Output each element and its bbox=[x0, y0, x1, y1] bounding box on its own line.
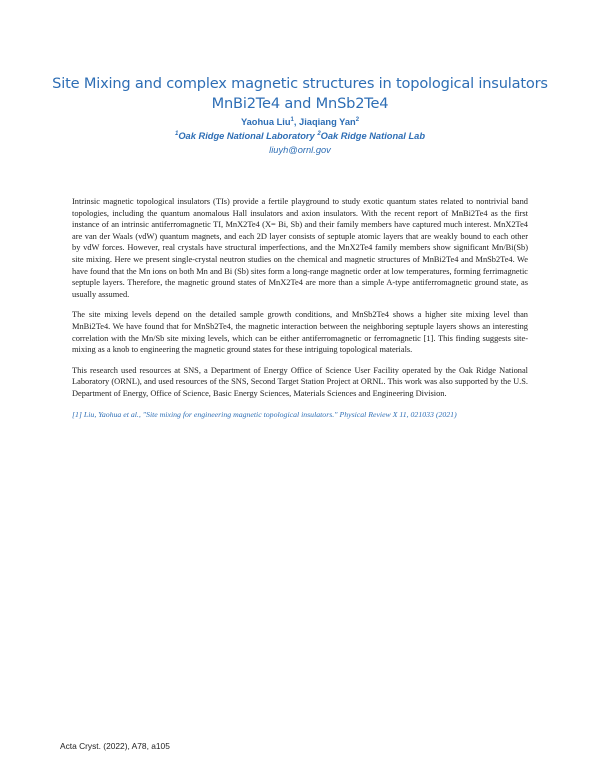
author-name: Jiaqiang Yan bbox=[299, 117, 356, 127]
acknowledgement-paragraph: This research used resources at SNS, a Department of Energy Office of Science User Facility operated by the Oak Ridge National Laboratory (ORNL), and used resources of the SNS, Second Target Station Project at ORNL. This work was also supported by the U.S. Department of Energy, Office of Science, Basic Energy Sciences, Materials Sciences and Engineering Division. bbox=[72, 365, 528, 398]
body-paragraph: Intrinsic magnetic topological insulators (TIs) provide a fertile playground to study exotic quantum states related to nontrivial band topologies, including the quantum anomalous Hall insulators and axion insulators. With the recent report of MnBi2Te4 as the first instance of an intrinsic antiferromagnetic TI, MnX2Te4 (X= Bi, Sb) and their family members have captured much interest. MnX2Te4 are van der Waals (vdW) quantum magnets, and each 2D layer consists of septuple atomic layers that are weakly bound to each other by vdW forces. However, real crystals have structural imperfections, and the MnX2Te4 family members show significant Mn/Bi(Sb) site mixing. Here we present single-crystal neutron studies on the chemical and magnetic structures of MnBi2Te4 and MnSb2Te4. We have found that the Mn ions on both Mn and Bi (Sb) sites form a long-range magnetic order at low temperatures, forming ferrimagnetic septuple layers. Therefore, the magnetic ground states of MnX2Te4 are more than a simple A-type antiferromagnetic ground state, as usually assumed. bbox=[72, 197, 528, 299]
contact-email: liuyh@ornl.gov bbox=[269, 145, 331, 155]
affil-mark: 2 bbox=[317, 130, 321, 137]
affiliation: Oak Ridge National Laboratory bbox=[178, 131, 315, 141]
journal-footer: Acta Cryst. (2022), A78, a105 bbox=[60, 741, 170, 751]
reference: [1] Liu, Yaohua et al., "Site mixing for engineering magnetic topological insulators." Physical Review X 11, 021033 (2021) bbox=[72, 409, 457, 419]
body-paragraph: The site mixing levels depend on the detailed sample growth conditions, and MnSb2Te4 shows a higher site mixing level than MnBi2Te4. We have found that for MnSb2Te4, the magnetic interaction between the neighboring septuple layers shows an interesting correlation with the Mn/Sb site mixing levels, which can be either antiferromagnetic or ferromagnetic [1]. This finding suggests site-mixing as a knob to engineering the magnetic ground states for these intriguing topological materials. bbox=[72, 310, 528, 355]
affil-mark: 1 bbox=[174, 130, 179, 137]
author-separator: , bbox=[293, 117, 300, 127]
title-line-1: Site Mixing and complex magnetic structures in topological insulators bbox=[52, 75, 548, 92]
affiliation-list bbox=[40, 130, 560, 143]
author-affil-mark: 2 bbox=[355, 116, 360, 123]
abstract-body bbox=[72, 196, 528, 429]
title-line-2: MnBi2Te4 and MnSb2Te4 bbox=[211, 95, 389, 112]
affiliation: Oak Ridge National Lab bbox=[320, 131, 426, 141]
paper-title bbox=[40, 74, 560, 114]
author-affil-mark: 1 bbox=[290, 116, 294, 123]
author-name: Yaohua Liu bbox=[240, 117, 291, 127]
author-list bbox=[40, 116, 560, 129]
